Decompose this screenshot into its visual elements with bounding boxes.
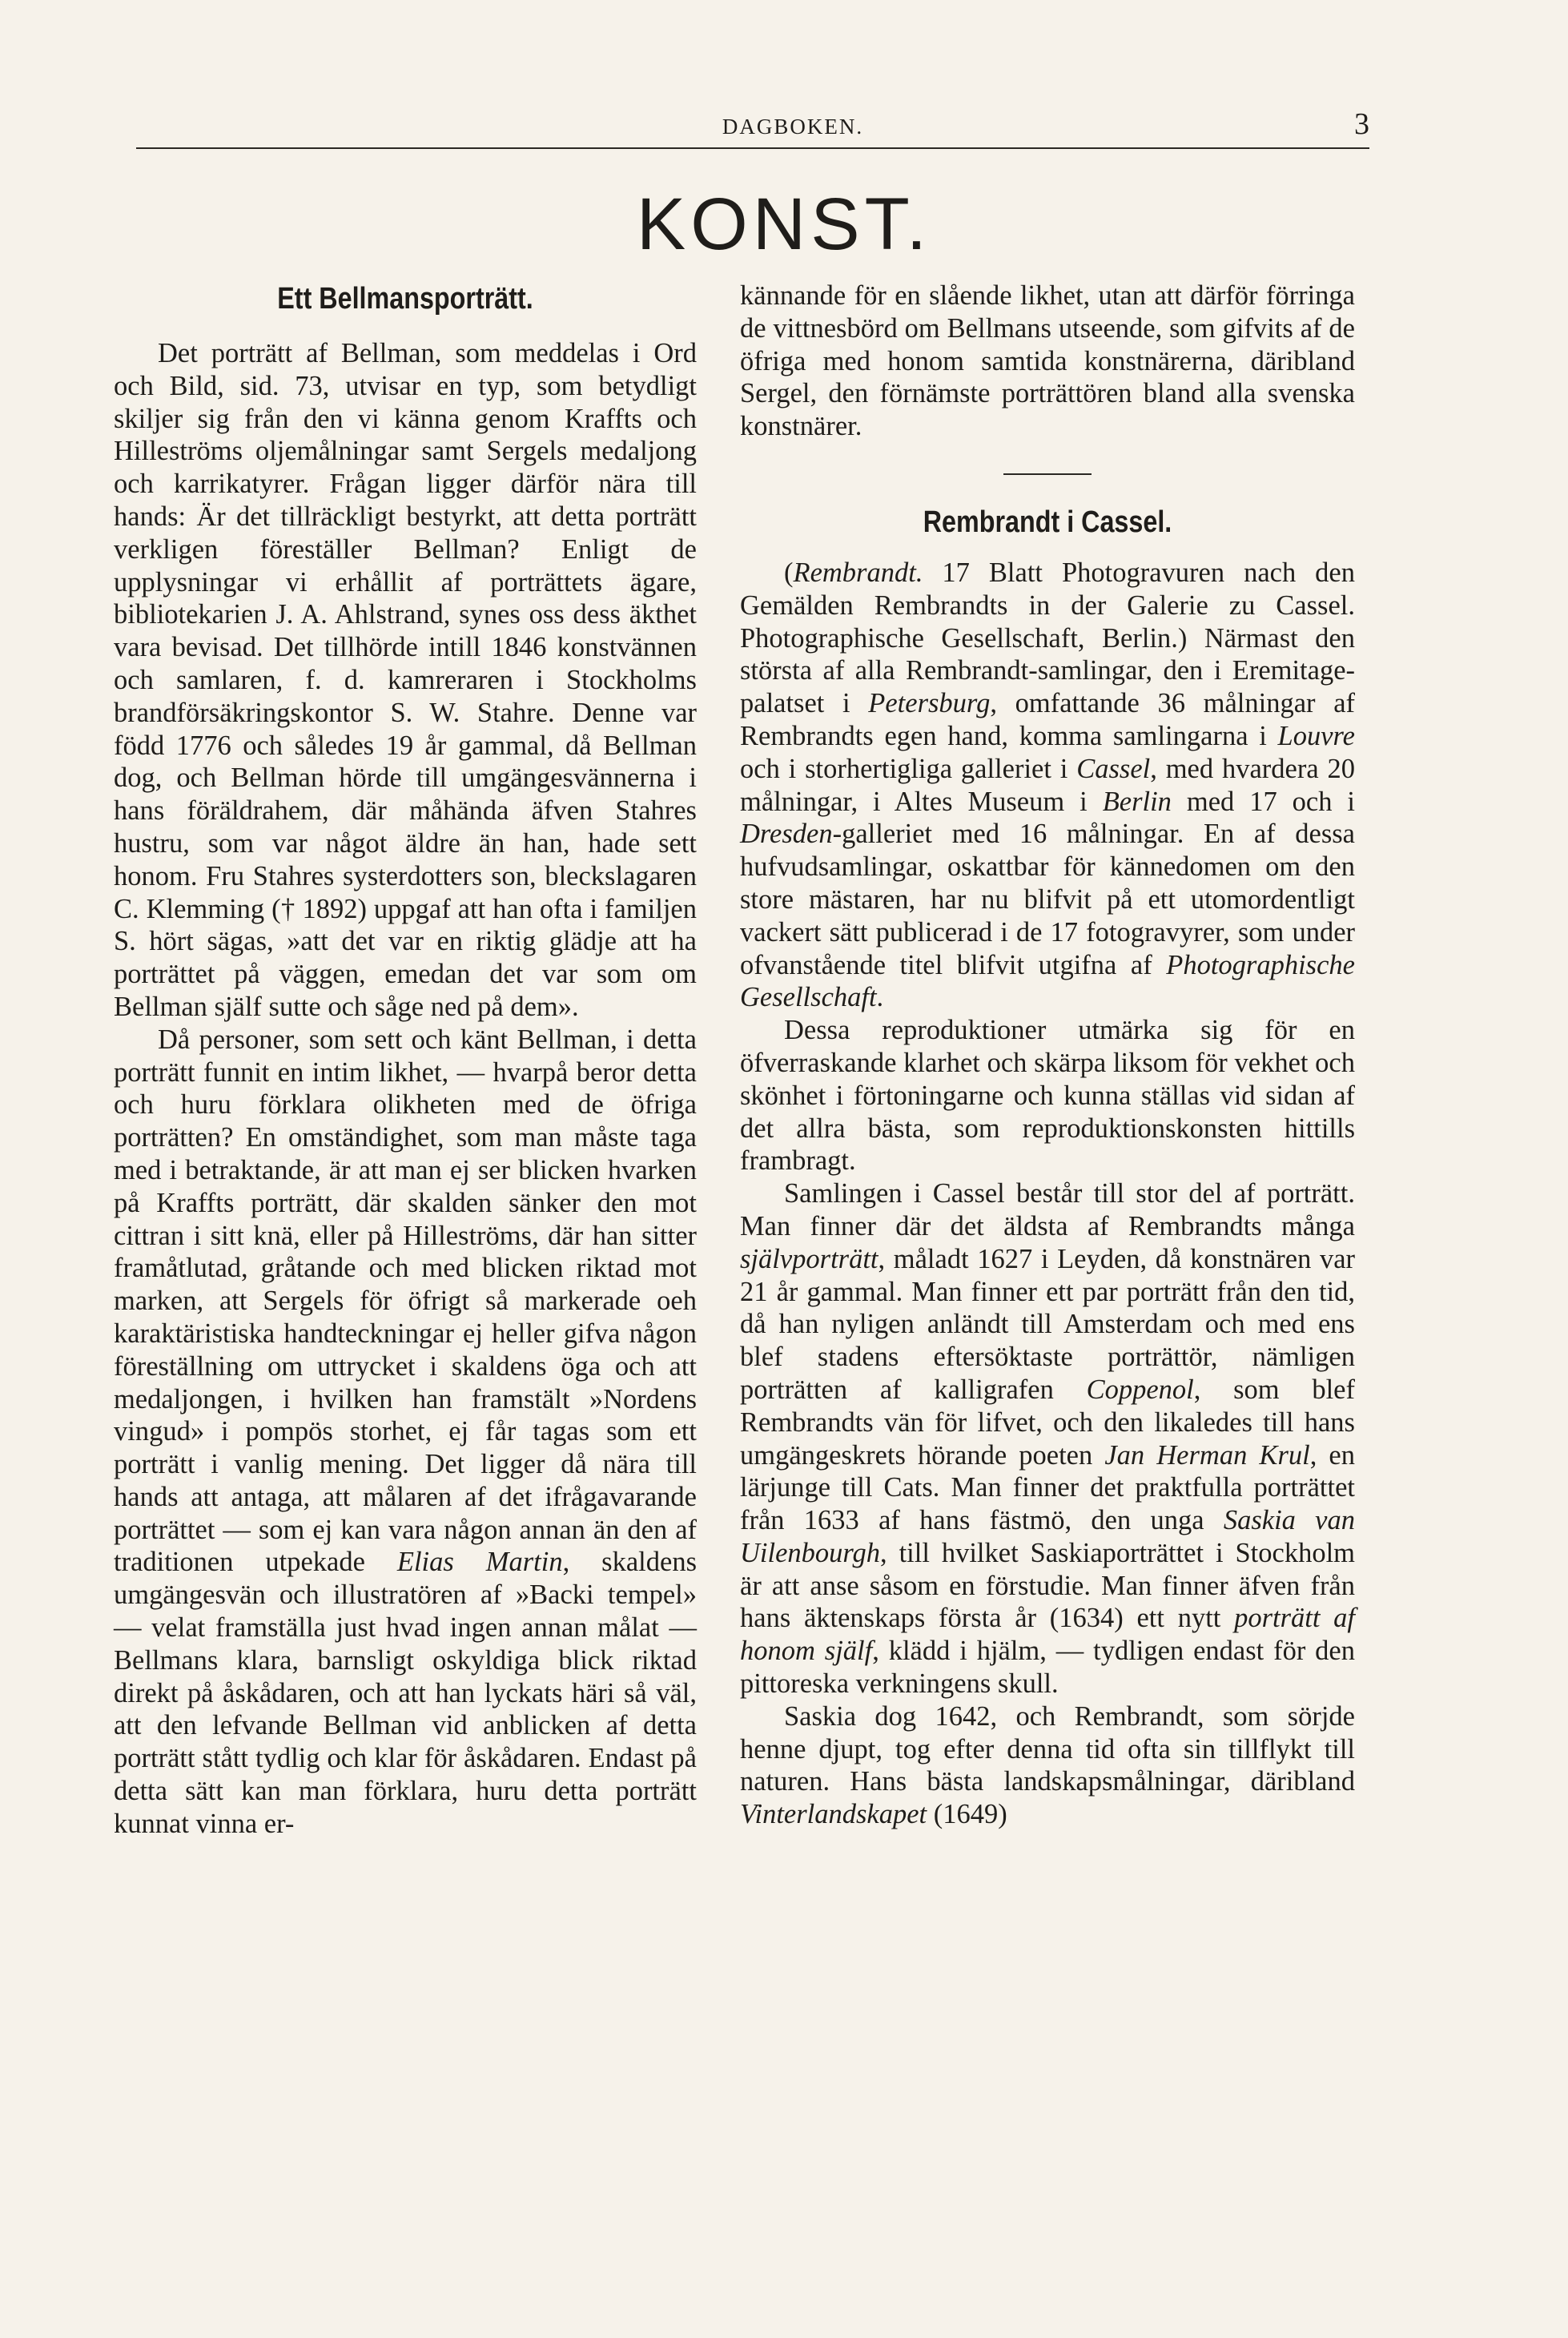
paragraph-text: . (876, 982, 884, 1013)
paragraph-text: , som blef Rembrandts vän för lifvet, och den likaledes till hans umgängeskrets hörande poeten (740, 1374, 1355, 1471)
running-head: DAGBOKEN. (722, 115, 864, 139)
left-column (114, 280, 697, 1841)
italic-name: Jan Herman Krul (1104, 1439, 1310, 1471)
citation-open: ( (784, 557, 794, 588)
paragraph-citation (740, 557, 1355, 1014)
paragraph-text: med 17 och i (1171, 786, 1355, 817)
italic-name: Coppenol (1086, 1374, 1194, 1405)
paragraph-text: , omfattande 36 målningar af Rembrandts egen hand, komma samlingarna i (740, 688, 1355, 751)
paragraph-text: -galleriet med 16 målningar. En af dessa hufvudsamlingar, oskattbar för kännedomen om den store mästaren, har nu blifvit på ett utomordentligt vackert sätt publicerad i de 17 fotogravyrer, som under ofvanstående titel blifvit utgifna af (740, 819, 1355, 980)
italic-name: Elias Martin (396, 1547, 563, 1578)
paragraph-continuation: kännande för en slående likhet, utan att därför förringa de vittnesbörd om Bellmans utseende, som gifvits af de öfriga med honom samtida konstnärerna, däribland Sergel, den förnämste porträttören bland alla svenska konstnärer. (740, 280, 1355, 442)
paragraph-text: , måladt 1627 i Leyden, då konstnären var 21 år gammal. Man finner ett par porträtt från den tid, då han nyligen anländt till Amsterdam och med ens blef stadens eftersöktaste porträttör, nämligen porträtten af kalligrafen (740, 1243, 1355, 1405)
right-column (740, 280, 1355, 1831)
header-rule (136, 147, 1369, 149)
italic-term: självporträtt (740, 1243, 878, 1274)
paragraph (740, 1700, 1355, 1831)
paragraph-text: Samlingen i Cassel består till stor del af porträtt. Man finner där det äldsta af Rembrandts många (740, 1178, 1355, 1241)
paragraph-text: , klädd i hjälm, — tydligen endast för den pittoreska verkningens skull. (740, 1636, 1355, 1700)
paragraph (114, 1024, 697, 1841)
paragraph-text: Då personer, som sett och känt Bellman, i detta porträtt funnit en intim likhet, — hvarpå beror detta och huru förklara olikheten med de öfriga porträtten? En omständighet, som man måste taga med i betraktande, är att man ej ser blicken hvarken på Kraffts porträtt, där skalden sänker den mot cittran i sitt knä, eller på Hilleströms, där han sitter framåtlutad, gråtande och med blicken riktad mot marken, att Sergels för öfrigt så markerade oeh karaktäristiska handteckningar ej heller gifva någon föreställning om uttrycket i skaldens öga och att medaljongen, i hvilken han framstält »Nordens vingud» i pompös storhet, ej får tagas som ett porträtt i vanlig mening. Det ligger då nära till hands att antaga, att målaren af det ifrågavarande porträttet — som ej kan vara någon annan än den af traditionen utpekade (114, 1024, 697, 1578)
italic-place: Dresden (740, 819, 833, 850)
italic-title: Vinterlandskapet (740, 1799, 927, 1830)
paragraph-text: och i storhertigliga galleriet i (740, 753, 1077, 784)
paragraph-text: , en lärjunge till Cats. Man finner det praktfulla porträttet från 1633 af hans fästmö, den unga (740, 1439, 1355, 1536)
citation-rest: 17 Blatt Photogravuren nach den Gemälden Rembrandts in der Galerie zu Cassel. Photographische Gesellschaft, Berlin.) (740, 557, 1355, 654)
paragraph-text: (1649) (927, 1799, 1007, 1830)
italic-title: porträtt af honom själf (740, 1603, 1355, 1667)
italic-publisher: Photographische Gesellschaft (740, 949, 1355, 1013)
italic-place: Cassel (1076, 753, 1151, 784)
paragraph-text: Saskia dog 1642, och Rembrandt, som sörjde henne djupt, tog efter denna tid ofta sin tillflykt till naturen. Hans bästa landskapsmålningar, däribland (740, 1700, 1355, 1797)
paragraph (740, 1177, 1355, 1700)
paragraph-text: Närmast den största af alla Rembrandt-samlingar, den i Eremitage-palatset i (740, 622, 1355, 719)
page-header (136, 107, 1369, 159)
paragraph: Det porträtt af Bellman, som meddelas i Ord och Bild, sid. 73, utvisar en typ, som betydligt skiljer sig från den vi känna genom Kraffts och Hilleströms oljemålningar samt Sergels medaljong och karrikatyrer. Frågan ligger därför nära till hands: Är det tillräckligt bestyrkt, att detta porträtt verkligen föreställer Bellman? Enligt de upplysningar vi erhållit af porträttets ägare, bibliotekarien J. A. Ahlstrand, synes oss dess äkthet vara bevisad. Det tillhörde intill 1846 konstvännen och samlaren, f. d. kamreraren i Stockholms brandförsäkringskontor S. W. Stahre. Denne var född 1776 och således 19 år gammal, då Bellman dog, och Bellman hörde till umgängesvännerna i hans föräldrahem, där måhända äfven Stahres hustru, som var något äldre än han, hade sett honom. Fru Stahres systerdotters son, bleckslagaren C. Klemming († 1892) uppgaf att han ofta i familjen S. hört sägas, »att det var en riktig glädje att ha porträttet på väggen, emedan det var som om Bellman själf sutte och såge ned på dem». (114, 338, 697, 1022)
article-heading-rembrandt: Rembrandt i Cassel. (923, 505, 1172, 539)
italic-place: Petersburg (868, 688, 991, 719)
italic-name: Saskia van Uilenbourgh (740, 1505, 1355, 1568)
italic-place: Louvre (1277, 720, 1355, 751)
page-number: 3 (1354, 107, 1369, 141)
section-title: KONST. (636, 183, 932, 265)
article-heading-bellman: Ett Bellmansporträtt. (277, 282, 533, 316)
section-separator (1003, 473, 1092, 475)
paragraph-text: , till hvilket Saskiaporträttet i Stockholm är att anse såsom en förstudie. Man finner äfven från hans äktenskaps första år (1634) ett nytt (740, 1537, 1355, 1634)
paragraph-text: , skaldens umgängesvän och illustratören af »Backi tempel» — velat framställa just hvad ingen annan målat — Bellmans klara, barnsligt oskyldiga blick riktad direkt på åskådaren, och att han lyckats häri så väl, att den lefvande Bellman vid anblicken af detta porträtt stått tydlig och klar för åskådaren. Endast på detta sätt kan man förklara, huru detta porträtt kunnat vinna er- (114, 1547, 697, 1839)
italic-place: Berlin (1102, 786, 1172, 817)
paragraph: Dessa reproduktioner utmärka sig för en öfverraskande klarhet och skärpa liksom för vekhet och skönhet i förtoningarne och kunna ställas vid sidan af det allra bästa, som reproduktionskonsten hittills frambragt. (740, 1015, 1355, 1177)
citation-title: Rembrandt. (793, 557, 923, 588)
paragraph-text: , med hvardera 20 målningar, i Altes Museum i (740, 753, 1355, 817)
